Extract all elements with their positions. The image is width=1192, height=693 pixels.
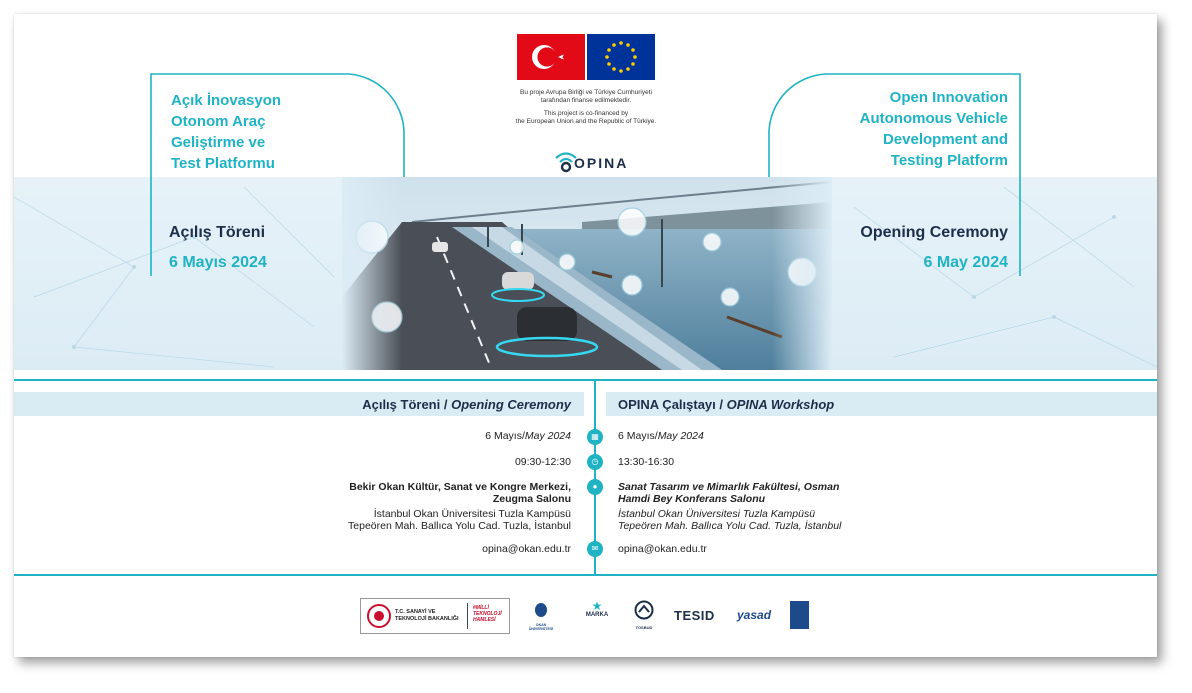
ministry-line: TEKNOLOJİ BAKANLIĞI [395,616,459,622]
header-en: Opening Ceremony [451,397,571,412]
sponsor-logos [360,598,820,634]
workshop-address-2: Tepeören Mah. Ballıca Yolu Cad. Tuzla, İstanbul [618,520,842,532]
section-divider-top [14,379,1157,381]
ministry-logo [360,598,510,634]
okan-emblem-icon [534,602,548,618]
eu-note-line: the European Union and the Republic of Türkiye. [515,118,657,125]
date-en: May 2024 [657,430,704,442]
left-title-line: Açık İnovasyon [171,92,282,109]
okan-logo [526,602,556,631]
mail-icon: ✉ [587,541,603,557]
left-date: 6 Mayıs 2024 [169,254,267,271]
ceremony-venue-1: Bekir Okan Kültür, Sanat ve Kongre Merkezi, [349,481,571,493]
tesid-logo: TESID [674,608,715,623]
ceremony-address-1: İstanbul Okan Üniversitesi Tuzla Kampüsü [373,508,571,520]
tr-eu-flags [517,32,657,82]
eu-note-line: Bu proje Avrupa Birliği ve Türkiye Cumhuriyeti [520,89,652,96]
opina-logo [553,148,633,174]
right-title [778,87,1008,171]
date-en: May 2024 [524,430,571,442]
clock-icon: ◷ [587,454,603,470]
workshop-date [618,430,704,443]
right-title-line: Open Innovation [889,89,1008,106]
left-title [171,90,371,174]
autonomous-road-photo [342,177,832,370]
right-title-line: Testing Platform [890,152,1008,169]
calendar-icon: ▦ [587,429,603,445]
ceremony-time: 09:30-12:30 [514,456,571,468]
marka-text: MARKA [585,612,609,618]
right-ceremony: Opening Ceremony [860,224,1008,241]
right-title-line: Autonomous Vehicle [859,110,1008,127]
date-tr: 6 Mayıs/ [485,430,525,442]
eu-note-tr [506,89,666,105]
ministry-line: T.C. SANAYİ VE [395,609,436,615]
date-tr: 6 Mayıs/ [618,430,658,442]
ceremony-venue-2: Zeugma Salonu [492,493,571,505]
left-title-line: Test Platformu [171,155,275,172]
eu-flag-icon [587,34,655,80]
opina-wordmark: OPINA [574,155,629,171]
yasad-logo: yasad [737,608,772,622]
left-title-line: Otonom Araç [171,113,266,130]
tosbud-logo [632,600,656,630]
building-logo [790,601,809,629]
section-divider-bottom [14,574,1157,576]
left-title-line: Geliştirme ve [171,134,266,151]
workshop-header [618,397,834,412]
milli-teknoloji-logo: #MİLLİ TEKNOLOJİ HAMLESİ [473,605,502,623]
workshop-venue-2: Hamdi Bey Konferans Salonu [618,493,766,505]
header-tr: Açılış Töreni / [362,397,452,412]
tosbud-text: TOSBUD [635,625,653,630]
header-tr: OPINA Çalıştayı / [618,397,727,412]
left-ceremony: Açılış Töreni [169,224,266,241]
star-icon: ★ [591,599,603,613]
location-pin-icon: ● [587,479,603,495]
eu-note-line: This project is co-financed by [543,110,629,117]
eu-note-line: tarafından finanse edilmektedir. [540,97,632,104]
ceremony-email[interactable]: opina@okan.edu.tr [482,543,571,555]
okan-text: OKAN ÜNİVERSİTESİ [528,623,554,631]
right-title-line: Development and [882,131,1008,148]
ministry-emblem-icon [366,603,392,629]
marka-logo [582,600,612,618]
header-en: OPINA Workshop [726,397,835,412]
ceremony-address-2: Tepeören Mah. Ballıca Yolu Cad. Tuzla, İstanbul [348,520,571,532]
flyer-card [14,14,1157,657]
tosbud-emblem-icon [634,600,654,620]
workshop-venue-1: Sanat Tasarım ve Mimarlık Fakültesi, Osman [618,481,840,493]
workshop-email[interactable]: opina@okan.edu.tr [618,543,707,555]
ceremony-header [362,397,571,412]
workshop-address-1: İstanbul Okan Üniversitesi Tuzla Kampüsü [618,508,816,520]
right-date: 6 May 2024 [923,254,1008,271]
workshop-time: 13:30-16:30 [618,456,675,468]
ceremony-date [485,430,571,443]
eu-note-en [506,110,666,126]
